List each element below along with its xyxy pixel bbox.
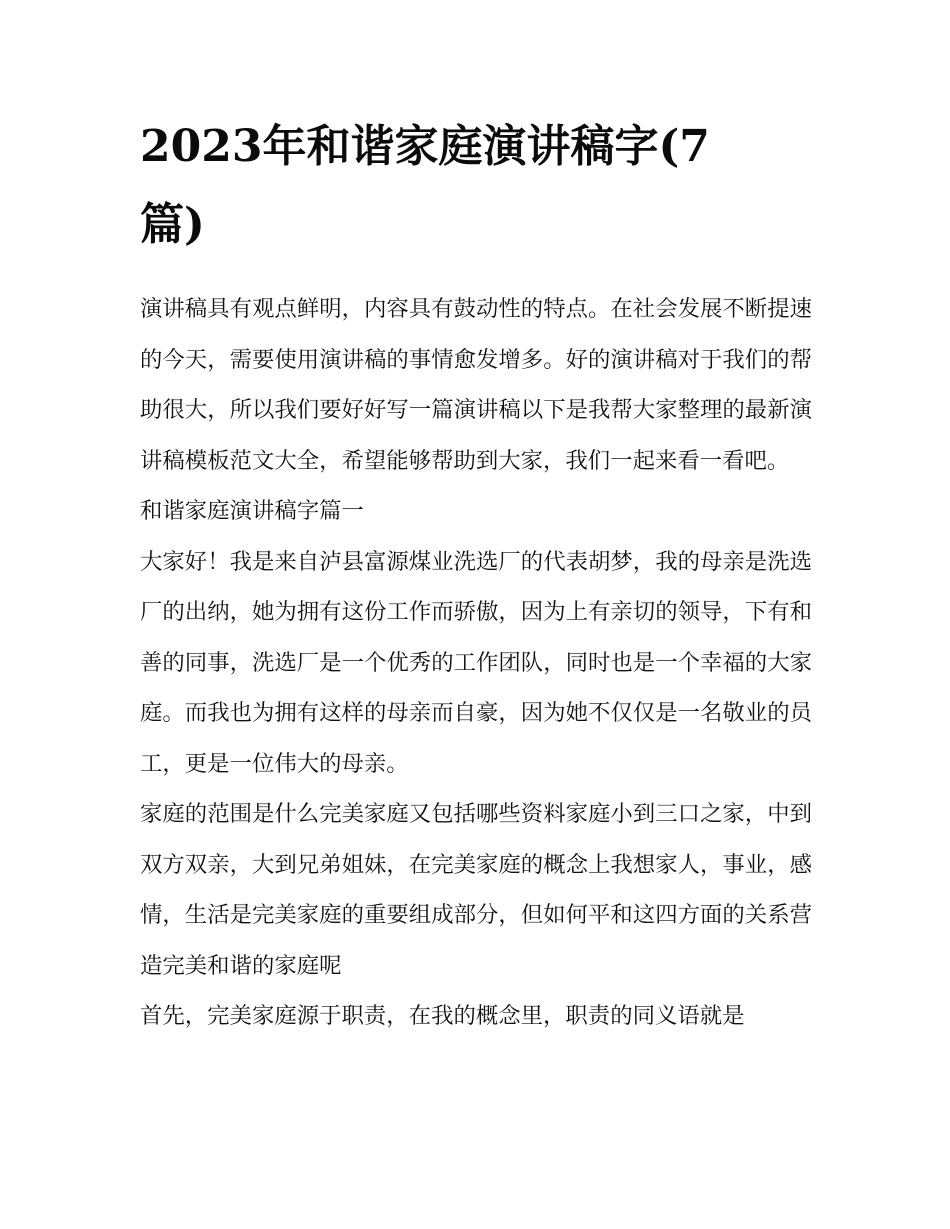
document-title bbox=[140, 108, 812, 264]
document-title-line-1: 2023年和谐家庭演讲稿字(7 bbox=[140, 121, 710, 172]
body-paragraph: 首先，完美家庭源于职责，在我的概念里，职责的同义语就是 bbox=[140, 1003, 745, 1029]
section-heading: 和谐家庭演讲稿字篇一 bbox=[140, 498, 364, 524]
document-title-line-2: 篇) bbox=[140, 199, 205, 250]
body-paragraph: 家庭的范围是什么完美家庭又包括哪些资料家庭小到三口之家，中到双方双亲，大到兄弟姐妹，在完美家庭的概念上我想家人，事业，感情，生活是完美家庭的重要组成部分，但如何平和这四方面的关系营造完美和谐的家庭呢 bbox=[140, 801, 812, 979]
intro-paragraph: 演讲稿具有观点鲜明，内容具有鼓动性的特点。在社会发展不断提速的今天，需要使用演讲稿的事情愈发增多。好的演讲稿对于我们的帮助很大，所以我们要好好写一篇演讲稿以下是我帮大家整理的最新演讲稿模板范文大全，希望能够帮助到大家，我们一起来看一看吧。 bbox=[140, 296, 812, 474]
document-body bbox=[140, 284, 812, 1042]
document-page bbox=[140, 108, 812, 1042]
body-paragraph: 大家好！我是来自泸县富源煤业洗选厂的代表胡梦，我的母亲是洗选厂的出纳，她为拥有这份工作而骄傲，因为上有亲切的领导，下有和善的同事，洗选厂是一个优秀的工作团队，同时也是一个幸福的大家庭。而我也为拥有这样的母亲而自豪，因为她不仅仅是一名敬业的员工，更是一位伟大的母亲。 bbox=[140, 548, 812, 777]
